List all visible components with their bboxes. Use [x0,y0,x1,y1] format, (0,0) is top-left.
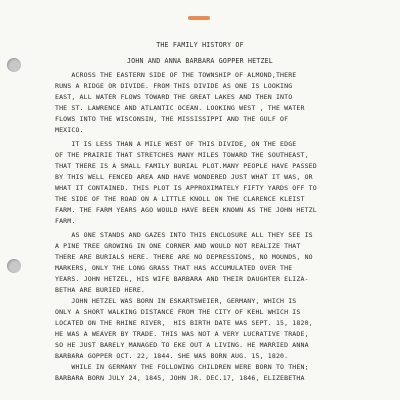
text-line: LOCATED ON THE RHINE RIVER, HIS BIRTH DATE WAS SEPT. 15, 1820, [55,319,313,327]
text-line: BARBARA GOPPER OCT. 22, 1844. SHE WAS BORN AUG. 15, 1820. [55,352,289,360]
text-line: RUNS A RIDGE OR DIVIDE. FROM THIS DIVIDE AS ONE IS LOOKING [55,82,293,90]
text-line: FARM. THE FARM YEARS AGO WOULD HAVE BEEN KNOWN AS THE JOHN HETZL [55,206,317,214]
text-line: THAT THERE IS A SMALL FAMILY BURIAL PLOT.MANY PEOPLE HAVE PASSED [55,162,317,170]
text-line: OF THE PRAIRIE THAT STRETCHES MANY MILES TOWARD THE SOUTHEAST, [55,151,309,159]
text-line: FLOWS INTO THE WISCONSIN, THE MISSISSIPPI AND THE GULF OF [55,115,289,123]
text-line: ONLY A SHORT WALKING DISTANCE FROM THE CITY OF KEHL WHICH IS [55,308,301,316]
document-body [55,70,400,384]
text-line: SO HE JUST BARELY MANAGED TO EKE OUT A LIVING. HE MARRIED ANNA [55,341,309,349]
text-line: WHILE IN GERMANY THE FOLLOWING CHILDREN WERE BORN TO THEN; [55,363,309,371]
text-line: JOHN HETZEL WAS BORN IN ESKARTSWEIER, GERMANY, WHICH IS [55,297,297,305]
text-line: IT IS LESS THAN A MILE WEST OF THIS DIVIDE, ON THE EDGE [55,140,297,148]
document-subtitle: JOHN AND ANNA BARBARA GOPPER HETZEL [127,57,273,65]
text-line: MEXICO. [55,126,84,134]
document-title: THE FAMILY HISTORY OF [156,41,244,49]
text-line: BARBARA BORN JULY 24, 1845, JOHN JR. DEC.17, 1846, ELIZEBETHA [55,374,305,382]
text-line: BETHA ARE BURIED HERE. [55,286,146,294]
orange-pen-mark [188,16,210,20]
text-line: THE ST. LAWRENCE AND ATLANTIC OCEAN. LOOKING WEST , THE WATER [55,104,305,112]
text-line: MARKERS, ONLY THE LONG GRASS THAT HAS ACCUMULATED OVER THE [55,264,293,272]
text-line: EAST, ALL WATER FLOWS TOWARD THE GREAT LAKES AND THEN INTO [55,93,293,101]
text-line: AS ONE STANDS AND GAZES INTO THIS ENCLOSURE ALL THEY SEE IS [55,231,313,239]
text-line: WHAT IT CONTAINED. THIS PLOT IS APPROXIMATELY FIFTY YARDS OFF TO [55,184,317,192]
text-line: ACROSS THE EASTERN SIDE OF THE TOWNSHIP OF ALMOND,THERE [55,71,297,79]
text-line: THERE ARE BURIALS HERE. THERE ARE NO DEPRESSIONS, NO MOUNDS, NO [55,253,313,261]
binder-hole-middle [7,259,21,273]
text-line: THE SIDE OF THE ROAD ON A LITTLE KNOLL ON THE CLARENCE KLEIST [55,195,305,203]
text-line: YEARS. JOHN HETZEL, HIS WIFE BARBARA AND THEIR DAUGHTER ELIZA- [55,275,309,283]
text-line: HE WAS A WEAVER BY TRADE. THIS WAS NOT A VERY LUCRATIVE TRADE, [55,330,309,338]
text-line: A PINE TREE GROWING IN ONE CORNER AND WOULD NOT REALIZE THAT [55,242,301,250]
text-line: BY THIS WELL FENCED AREA AND HAVE WONDERED JUST WHAT IT WAS, OR [55,173,313,181]
text-line: FARM. [55,217,76,225]
